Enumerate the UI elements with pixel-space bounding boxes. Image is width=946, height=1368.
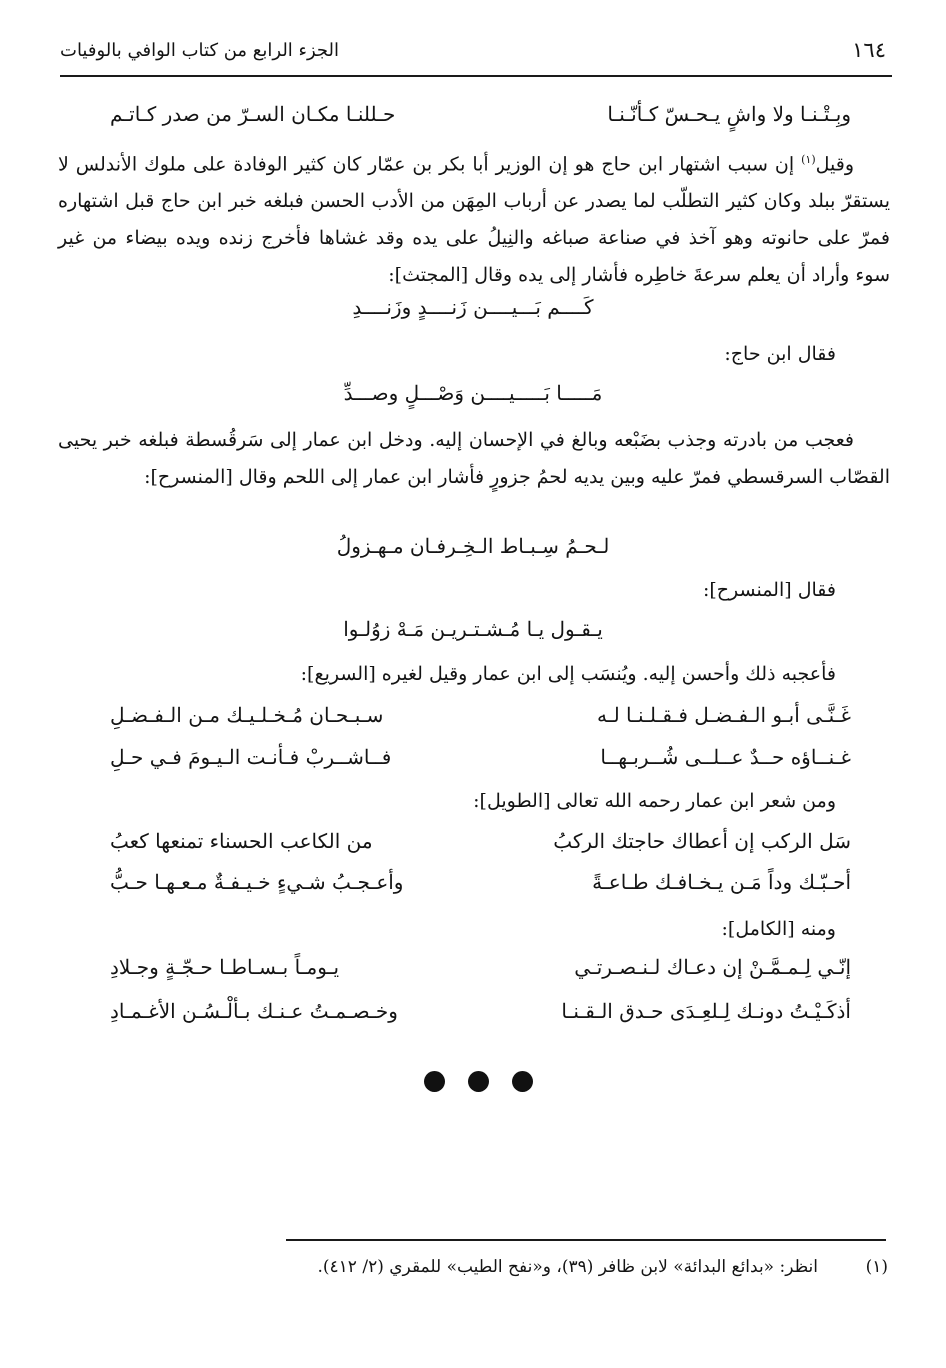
poem-line-kam: كَــــم بَـــيــــن زَنــــدٍ وزَنــــدِ — [352, 295, 594, 319]
running-title: الجزء الرابع من كتاب الوافي بالوفيات — [60, 40, 340, 61]
verse-row — [100, 745, 851, 781]
label-ibn-haj: فقال ابن حاج: — [724, 343, 836, 365]
verse-row — [100, 870, 851, 906]
paragraph-lead: وقيل — [815, 153, 854, 176]
verse-first-hemistich: غَـنَّـى أبـو الـفـضـل فـقـلـنـا لـه — [596, 703, 851, 727]
verse-row — [100, 999, 851, 1035]
label-tawil: ومن شعر ابن عمار رحمه الله تعالى [الطويل]: — [473, 790, 836, 812]
section-end-ornament — [424, 1071, 534, 1093]
ornament-dot — [468, 1071, 489, 1092]
verse-second-hemistich: سـبـحـان مُـخـلـيـك مـن الـفـضـلِ — [110, 703, 384, 727]
verse-row — [100, 703, 851, 739]
ornament-dot — [424, 1071, 445, 1092]
verse-first-hemistich: وبِـتْـنـا ولا واشٍ يـحـسّ كـأنّـنـا — [607, 102, 851, 126]
verse-row — [100, 829, 851, 865]
verse-second-hemistich: وأعـجـبُ شـيءٍ خـيـفـةٌ مـعـهـا حـبُّ — [110, 870, 404, 894]
header-rule — [60, 75, 892, 77]
verse-first-hemistich: أذكَـيْـتُ دونـك لِـلعِـدَى حـدق الـقـنـا — [561, 999, 851, 1023]
verse-first-hemistich: أحـبّـك وداً مَـن يـخـافـك طـاعـةً — [592, 870, 851, 894]
verse-first-hemistich: غـنــاؤه حــدٌ عــلــى شُــربـهــا — [600, 745, 851, 769]
verse-second-hemistich: فــاشــربْ فـأنـت الـيـومَ فـي حـلِ — [110, 745, 392, 769]
verse-first-hemistich: إنّـي لِـمـمَّـنْ إن دعـاك لـنـصـرتـي — [574, 955, 851, 979]
ornament-dot — [512, 1071, 533, 1092]
paragraph-sari-intro: فأعجبه ذلك وأحسن إليه. ويُنسَب إلى ابن عمار وقيل لغيره [السريع]: — [300, 663, 836, 685]
label-kamil: ومنه [الكامل]: — [721, 918, 836, 940]
paragraph-body: إن سبب اشتهار ابن حاج هو إن الوزير أبا بكر بن عمّار كان كثير الوفادة على ملوك الأندلس لا يستقرّ ببلد وكان كثير التطلّب لما يصدر عن أرباب المِهَن من الأدب الحسن فبلغه خبر ابن حاج قبل اشتهاره فمرّ على حانوته وهو آخذ في صناعة صباغه والنِيلُ على يده وقد غشاها فأخرج زنده ويده بيضاء من غير سوء وأراد أن يعلم سرعةَ خاطِره فأشار إلى يده وقال [المجتث]: — [58, 153, 890, 287]
page-header — [60, 36, 886, 74]
poem-line-lahm: لـحـمُ سِـبـاط الـخِـرفـان مـهـزولُ — [336, 534, 610, 558]
footnote-text: انظر: «بدائع البدائة» لابن ظافر (٣٩)، و«نفح الطيب» للمقري (٢/ ٤١٢). — [317, 1257, 818, 1277]
verse-second-hemistich: يـومـاً بـسـاطـا حـجّـةٍ وجـلادِ — [110, 955, 340, 979]
verse-second-hemistich: وخـصـمـتُ عـنـك بـألْـسُـن الأغـمـادِ — [110, 999, 398, 1023]
page-number: ١٦٤ — [852, 38, 886, 62]
footnote-number: (١) — [865, 1257, 888, 1277]
verse-row — [100, 955, 851, 991]
paragraph-body: فعجب من بادرته وجذب بضَبْعه وبالغ في الإحسان إليه. ودخل ابن عمار إلى سَرقُسطة فبلغه خبر يحيى القصّاب السرقسطي فمرّ عليه وبين يديه لحمُ جزورٍ فأشار ابن عمار إلى اللحم وقال [المنسرح]: — [58, 429, 890, 488]
paragraph-saragossa — [58, 422, 890, 496]
paragraph-ibn-haj-story — [58, 141, 890, 294]
footnote-separator — [286, 1239, 886, 1241]
label-munsarih: فقال [المنسرح]: — [702, 579, 836, 601]
verse-second-hemistich: حـللنـا مكـان السـرّ من صدر كـاتـم — [110, 102, 396, 126]
verse-second-hemistich: من الكاعب الحسناء تمنعها كعبُ — [110, 829, 373, 853]
poem-line-yaqul: يـقـول يـا مُـشـتـريـن مَـهْ زوُلـوا — [343, 617, 603, 641]
verse-first-hemistich: سَل الركب إن أعطاك حاجتك الركبُ — [553, 829, 851, 853]
poem-line-ma: مَـــــا بَـــــيــــن وَصْـــلٍ وصـــدِّ — [343, 381, 603, 405]
footnote-reference: (١) — [801, 153, 816, 166]
verse-row — [100, 102, 851, 138]
